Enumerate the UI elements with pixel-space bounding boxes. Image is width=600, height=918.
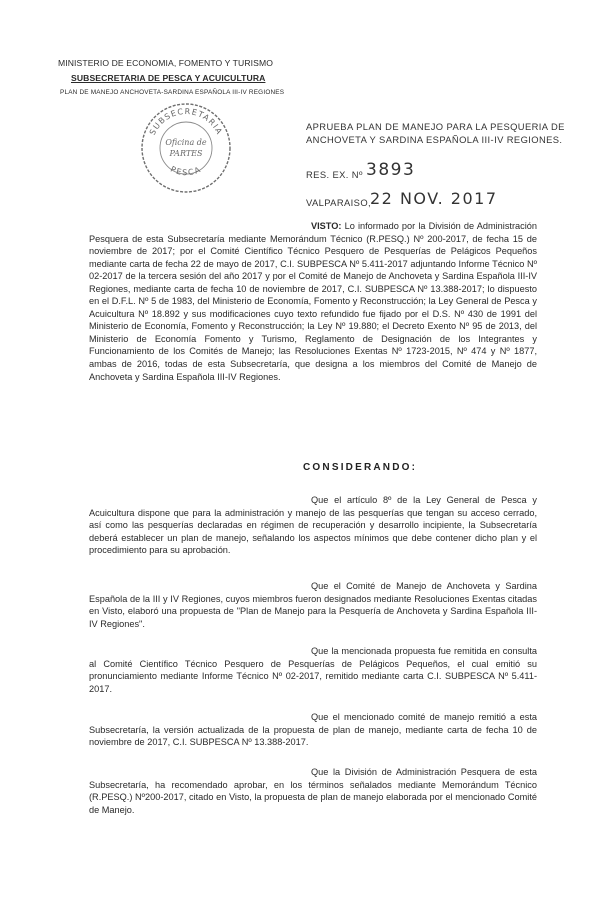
considerando-paragraph-4: Que el mencionado comité de manejo remitió a esta Subsecretaría, la versión actualizada de la propuesta de plan de manejo, mediante carta de fecha 10 de noviembre de 2017, C.I. SUBPESCA Nº 13.388-2017. xyxy=(89,712,537,748)
visto-lead: VISTO: xyxy=(311,221,342,231)
visto-paragraph xyxy=(89,220,537,383)
resolution-label: RES. EX. Nº xyxy=(306,169,363,180)
considerando-paragraph-1: Que el artículo 8º de la Ley General de Pesca y Acuicultura dispone que para la administración y manejo de las pesquerías que tengan su acceso cerrado, así como las pesquerías declaradas en régimen de recuperación y desarrollo incipiente, la Subsecretaría deberá establecer un plan de manejo, señalando los aspectos mínimos que debe contener dicho plan y el procedimiento para su aprobación. xyxy=(89,495,537,556)
office-stamp xyxy=(138,100,234,196)
subject-block xyxy=(306,120,591,146)
stamp-center-line2: PARTES xyxy=(169,149,203,158)
place-label: VALPARAISO, xyxy=(306,197,372,208)
considerando-paragraph-2: Que el Comité de Manejo de Anchoveta y Sardina Española de la III y IV Regiones, cuyos miembros fueron designados mediante Resoluciones Exentas citadas en Visto, elaboró una propuesta de "Plan de Manejo para la Pesquería de Anchoveta y Sardina Española III-IV Regiones". xyxy=(89,581,537,629)
stamp-center-line1: Oficina de xyxy=(165,138,207,147)
considerando-heading: CONSIDERANDO: xyxy=(303,462,418,473)
subject-line-2: ANCHOVETA Y SARDINA ESPAÑOLA III-IV REGIONES. xyxy=(306,134,563,145)
date-stamp: 22 NOV. 2017 xyxy=(370,189,498,208)
subsecretaria-heading: SUBSECRETARIA DE PESCA Y ACUICULTURA xyxy=(71,73,266,83)
stamp-ring-bottom: PESCA xyxy=(169,164,203,178)
considerando-paragraph-3: Que la mencionada propuesta fue remitida en consulta al Comité Científico Técnico Pesquero de Pesquerías de Pelágicos Pequeños, el cual emitió su pronunciamiento mediante Informe Técnico Nº 02-2017, remitido mediante carta C.I. SUBPESCA Nº 5.411-2017. xyxy=(89,646,537,694)
plan-reference-line: PLAN DE MANEJO ANCHOVETA-SARDINA ESPAÑOLA III-IV REGIONES xyxy=(60,89,285,96)
svg-text:PESCA xyxy=(169,165,203,178)
subject-line-1: APRUEBA PLAN DE MANEJO PARA LA PESQUERIA DE xyxy=(306,121,565,132)
considerando-paragraph-5: Que la División de Administración Pesquera de esta Subsecretaría, ha recomendado aprobar, en los términos señalados mediante Memorándum Técnico (R.PESQ.) Nº200-2017, citado en Visto, la propuesta de plan de manejo elaborada por el mencionado Comité de Manejo. xyxy=(89,767,537,815)
ministry-heading: MINISTERIO DE ECONOMIA, FOMENTO Y TURISMO xyxy=(58,58,273,68)
visto-text: Lo informado por la División de Administración Pesquera de esta Subsecretaría mediante Memorándum Técnico (R.PESQ.) Nº 200-2017, de fecha 15 de noviembre de 2017; por el Comité Científico Técnico Pesquero de Pesquerías de Pelágicos Pequeños mediante carta de fecha 22 de mayo de 2017, C.I. SUBPESCA Nº 5.411-2017 adjuntando Informe Técnico Nº 02-2017 de la tercera sesión del año 2017 y por el Comité de Manejo de Anchoveta y Sardina Española III-IV Regiones, mediante carta de fecha 10 de noviembre de 2017, C.I. SUBPESCA Nº 13.388-2017; lo dispuesto en el D.F.L. Nº 5 de 1983, del Ministerio de Economía, Fomento y Reconstrucción; la Ley General de Pesca y Acuicultura Nº 18.892 y sus modificaciones cuyo texto refundido fue fijado por el D.S. Nº 430 de 1991 del Ministerio de Economía, Fomento y Reconstrucción; la Ley Nº 19.880; el Decreto Exento Nº 95 de 2013, del Ministerio de Economía Fomento y Turismo, Reglamento de Designación de los Integrantes y Funcionamiento de los Comités de Manejo; las Resoluciones Exentas Nº 1723-2015, Nº 474 y Nº 1877, ambas de 2016, todas de esta Subsecretaría, que designa a los miembros del Comité de Manejo de Anchoveta y Sardina Española III-IV Regiones. xyxy=(89,221,538,382)
stamp-ring-top: SUBSECRETARIA xyxy=(147,106,225,137)
resolution-number: 3893 xyxy=(366,160,416,180)
